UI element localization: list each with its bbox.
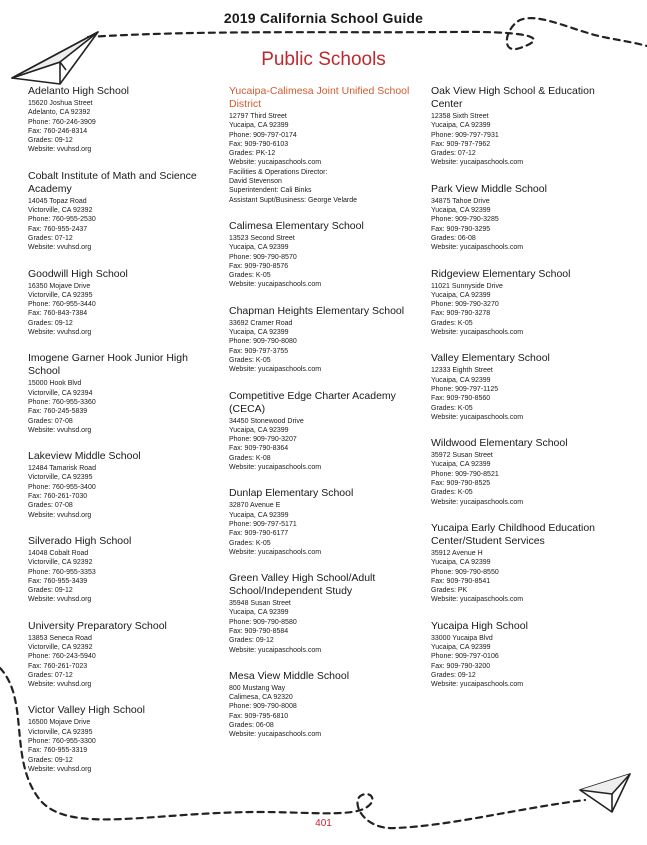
school-detail-line: Fax: 909-790-3295 — [431, 225, 491, 233]
school-entry — [431, 352, 621, 422]
school-detail-line: Grades: PK-12 — [229, 150, 276, 158]
school-detail-line: Fax: 909-790-8576 — [229, 262, 289, 270]
school-detail-line: Grades: 07-12 — [28, 234, 73, 242]
school-detail-line: Yucaipa, CA 92399 — [229, 426, 289, 434]
school-detail-line: Website: yucaipaschools.com — [229, 731, 322, 739]
school-entry — [229, 670, 414, 740]
school-detail-line: Grades: 07-08 — [28, 502, 73, 510]
school-detail-line: Grades: 06-08 — [431, 234, 476, 242]
school-detail-line: Grades: 09-12 — [28, 319, 73, 327]
school-entry — [229, 305, 414, 375]
school-detail-line: Website: yucaipaschools.com — [431, 681, 524, 689]
school-name: Imogene Garner Hook Junior High School — [28, 352, 188, 378]
school-detail-line: 12797 Third Street — [229, 113, 287, 120]
school-name: Calimesa Elementary School — [229, 219, 364, 232]
guide-title: 2019 California School Guide — [223, 10, 424, 26]
school-entry — [431, 85, 621, 168]
school-detail-line: Victorville, CA 92392 — [28, 643, 93, 651]
school-detail-line: Grades: K-05 — [229, 539, 271, 547]
school-detail-line: Fax: 909-790-8560 — [431, 395, 491, 403]
school-entry — [229, 572, 414, 655]
school-detail-line: Website: yucaipaschools.com — [431, 329, 524, 337]
school-detail-line: Phone: 909-790-8521 — [431, 470, 499, 478]
paper-plane-icon-bottom — [580, 774, 630, 812]
school-detail-line: 35912 Avenue H — [431, 549, 483, 557]
school-detail-line: Phone: 909-797-7931 — [431, 131, 499, 139]
school-detail-line: David Stevenson — [229, 178, 282, 186]
school-detail-line: Fax: 909-797-3755 — [229, 347, 289, 355]
school-detail-line: Fax: 760-955-3439 — [28, 577, 88, 585]
school-detail-line: Phone: 760-955-3300 — [28, 738, 96, 746]
school-detail-line: Phone: 909-790-8008 — [229, 703, 297, 711]
school-detail-line: Fax: 909-790-6177 — [229, 530, 289, 538]
district-name: Yucaipa-Calimesa Joint Unified School District — [229, 85, 410, 110]
school-detail-line: Fax: 760-245-5839 — [28, 408, 88, 416]
school-detail-line: 34875 Tahoe Drive — [431, 197, 490, 205]
district-entry — [229, 85, 414, 205]
school-detail-line: Phone: 909-797-1125 — [431, 385, 499, 393]
school-detail-line: Website: vvuhsd.org — [28, 765, 92, 773]
school-detail-line: Victorville, CA 92392 — [28, 207, 93, 215]
school-detail-line: Victorville, CA 92392 — [28, 559, 93, 567]
school-detail-line: Website: vvuhsd.org — [28, 146, 92, 154]
school-detail-line: Victorville, CA 92394 — [28, 389, 93, 397]
school-name: Lakeview Middle School — [28, 450, 141, 463]
school-detail-line: Fax: 760-955-3319 — [28, 747, 88, 755]
school-detail-line: Grades: 09-12 — [28, 137, 73, 145]
school-detail-line: Fax: 760-843-7384 — [28, 310, 88, 318]
school-name: Competitive Edge Charter Academy (CECA) — [229, 389, 396, 415]
school-detail-line: 15620 Joshua Street — [28, 100, 93, 107]
school-detail-line: Phone: 760-955-3400 — [28, 483, 96, 491]
school-entry — [28, 352, 213, 435]
school-entry — [28, 85, 213, 155]
school-detail-line: Fax: 909-790-6103 — [229, 140, 289, 148]
school-entry — [431, 522, 621, 605]
school-detail-line: Website: yucaipaschools.com — [229, 646, 322, 654]
school-detail-line: Website: yucaipaschools.com — [229, 366, 322, 374]
school-name: Dunlap Elementary School — [229, 487, 354, 500]
school-name: Victor Valley High School — [28, 704, 145, 717]
school-detail-line: Adelanto, CA 92392 — [28, 109, 91, 117]
school-entry — [229, 487, 414, 557]
school-detail-line: Phone: 760-955-3360 — [28, 398, 96, 406]
school-entry — [28, 535, 213, 605]
school-entry — [28, 268, 213, 338]
school-detail-line: Fax: 760-246-8314 — [28, 127, 88, 135]
school-detail-line: 35972 Susan Street — [431, 452, 493, 460]
school-detail-line: Fax: 760-955-2437 — [28, 225, 88, 233]
school-detail-line: Yucaipa, CA 92399 — [229, 122, 289, 130]
school-name: Mesa View Middle School — [229, 669, 350, 682]
school-detail-line: Calimesa, CA 92320 — [229, 694, 293, 702]
school-detail-line: Victorville, CA 92395 — [28, 728, 93, 736]
school-detail-line: Grades: K-05 — [431, 404, 473, 412]
school-column-3 — [431, 85, 621, 704]
school-detail-line: Fax: 909-790-8364 — [229, 445, 289, 453]
school-name: Oak View High School & Education Center — [431, 85, 595, 110]
school-entry — [431, 268, 621, 338]
school-detail-line: Phone: 909-797-0106 — [431, 653, 499, 661]
school-detail-line: Website: vvuhsd.org — [28, 244, 92, 252]
school-detail-line: Phone: 909-790-8580 — [229, 618, 297, 626]
school-detail-line: Yucaipa, CA 92399 — [431, 376, 491, 384]
school-detail-line: Website: vvuhsd.org — [28, 511, 92, 519]
school-detail-line: Phone: 909-790-8080 — [229, 338, 297, 346]
school-detail-line: Grades: PK — [431, 587, 468, 595]
school-name: Chapman Heights Elementary School — [229, 304, 405, 317]
school-detail-line: Website: yucaipaschools.com — [229, 159, 322, 167]
school-detail-line: 12484 Tamarisk Road — [28, 465, 96, 473]
school-detail-line: Grades: 09-12 — [431, 671, 476, 679]
school-detail-line: Yucaipa, CA 92399 — [431, 122, 491, 130]
school-detail-line: 16500 Mojave Drive — [28, 719, 91, 727]
school-detail-line: Fax: 909-795-6810 — [229, 712, 289, 720]
school-detail-line: Facilities & Operations Director: — [229, 168, 328, 176]
school-detail-line: Fax: 909-790-3278 — [431, 310, 491, 318]
school-detail-line: 12333 Eighth Street — [431, 367, 493, 375]
school-detail-line: Phone: 909-790-3285 — [431, 216, 499, 224]
school-entry — [431, 620, 621, 690]
school-detail-line: Superintendent: Cali Binks — [229, 187, 312, 195]
school-detail-line: Website: vvuhsd.org — [28, 681, 92, 689]
school-detail-line: Grades: 06-08 — [229, 722, 274, 730]
school-detail-line: Grades: 07-12 — [431, 150, 476, 158]
school-detail-line: Phone: 909-790-3207 — [229, 436, 297, 444]
school-name: Ridgeview Elementary School — [431, 267, 571, 280]
school-detail-line: Fax: 909-790-8584 — [229, 627, 289, 635]
school-detail-line: Fax: 760-261-7023 — [28, 662, 88, 670]
school-detail-line: Phone: 909-797-5171 — [229, 520, 297, 528]
school-detail-line: Fax: 909-790-3200 — [431, 662, 491, 670]
school-detail-line: 34450 Stonewood Drive — [229, 417, 304, 425]
school-entry — [431, 437, 621, 507]
school-detail-line: 35948 Susan Street — [229, 600, 291, 608]
school-detail-line: Grades: 09-12 — [229, 637, 274, 645]
school-detail-line: Yucaipa, CA 92399 — [431, 643, 491, 651]
school-name: Adelanto High School — [28, 85, 129, 97]
school-detail-line: Yucaipa, CA 92399 — [229, 609, 289, 617]
school-detail-line: Grades: 07-08 — [28, 417, 73, 425]
school-detail-line: Yucaipa, CA 92399 — [431, 207, 491, 215]
school-detail-line: Yucaipa, CA 92399 — [229, 511, 289, 519]
school-name: Goodwill High School — [28, 267, 128, 280]
school-detail-line: Phone: 909-797-0174 — [229, 131, 297, 139]
school-detail-line: Phone: 760-955-2530 — [28, 216, 96, 224]
school-name: Yucaipa Early Childhood Education Center/Student Services — [431, 521, 596, 547]
school-detail-line: Phone: 909-790-8550 — [431, 568, 499, 576]
school-detail-line: 12358 Sixth Street — [431, 113, 489, 120]
school-detail-line: Phone: 760-243-5940 — [28, 653, 96, 661]
school-detail-line: Grades: 09-12 — [28, 587, 73, 595]
school-detail-line: Victorville, CA 92395 — [28, 474, 93, 482]
school-detail-line: 16350 Mojave Drive — [28, 282, 91, 290]
school-detail-line: 33692 Cramer Road — [229, 319, 293, 327]
school-detail-line: Website: yucaipaschools.com — [229, 281, 322, 289]
school-entry — [28, 620, 213, 690]
school-entry — [229, 390, 414, 473]
school-detail-line: Phone: 760-955-3440 — [28, 301, 96, 309]
school-detail-line: 15000 Hook Blvd — [28, 380, 82, 388]
school-detail-line: 800 Mustang Way — [229, 684, 286, 692]
school-detail-line: Grades: K-05 — [229, 272, 271, 280]
school-detail-line: 11021 Sunnyside Drive — [431, 282, 503, 290]
school-detail-line: Victorville, CA 92395 — [28, 291, 93, 299]
school-detail-line: Phone: 760-955-3353 — [28, 568, 96, 576]
school-detail-line: Yucaipa, CA 92399 — [431, 461, 491, 469]
school-name: Park View Middle School — [431, 182, 547, 195]
page-number: 401 — [315, 818, 332, 829]
school-detail-line: 14048 Cobalt Road — [28, 549, 89, 557]
school-detail-line: Website: yucaipaschools.com — [229, 548, 322, 556]
school-entry — [28, 450, 213, 520]
school-detail-line: 33000 Yucaipa Blvd — [431, 634, 493, 642]
school-detail-line: Website: yucaipaschools.com — [229, 464, 322, 472]
school-detail-line: 13523 Second Street — [229, 234, 295, 242]
school-detail-line: Yucaipa, CA 92399 — [431, 559, 491, 567]
school-detail-line: Grades: 09-12 — [28, 756, 73, 764]
school-detail-line: 14045 Topaz Road — [28, 197, 87, 205]
school-column-2 — [229, 85, 414, 755]
school-detail-line: Grades: K-05 — [431, 319, 473, 327]
school-detail-line: Yucaipa, CA 92399 — [229, 329, 289, 337]
school-detail-line: Fax: 760-261-7030 — [28, 493, 88, 501]
school-detail-line: Website: yucaipaschools.com — [431, 498, 524, 506]
school-detail-line: Phone: 909-790-3270 — [431, 301, 499, 309]
school-name: Yucaipa High School — [431, 619, 528, 632]
school-name: University Preparatory School — [28, 619, 167, 632]
school-detail-line: Phone: 909-790-8570 — [229, 253, 297, 261]
school-detail-line: Yucaipa, CA 92399 — [229, 244, 289, 252]
school-entry — [229, 220, 414, 290]
school-detail-line: Phone: 760-246-3909 — [28, 118, 96, 126]
school-detail-line: Grades: K-08 — [229, 454, 271, 462]
school-detail-line: Website: yucaipaschools.com — [431, 413, 524, 421]
school-name: Green Valley High School/Adult School/Independent Study — [229, 572, 376, 598]
school-detail-line: 13853 Seneca Road — [28, 634, 92, 642]
school-detail-line: Assistant Supt/Business: George Velarde — [229, 196, 358, 204]
school-name: Valley Elementary School — [431, 352, 550, 365]
school-detail-line: Grades: K-05 — [229, 356, 271, 364]
school-entry — [28, 170, 213, 253]
school-detail-line: Grades: 07-12 — [28, 671, 73, 679]
school-detail-line: Fax: 909-790-8525 — [431, 480, 491, 488]
school-detail-line: Yucaipa, CA 92399 — [431, 291, 491, 299]
school-detail-line: Grades: K-05 — [431, 489, 473, 497]
school-name: Silverado High School — [28, 534, 132, 547]
section-title: Public Schools — [261, 49, 386, 70]
school-detail-line: Website: vvuhsd.org — [28, 329, 92, 337]
school-column-1 — [28, 85, 213, 789]
school-detail-line: Website: vvuhsd.org — [28, 426, 92, 434]
school-name: Wildwood Elementary School — [431, 437, 568, 450]
school-detail-line: 32870 Avenue E — [229, 502, 281, 510]
school-detail-line: Website: vvuhsd.org — [28, 596, 92, 604]
school-detail-line: Fax: 909-790-8541 — [431, 577, 491, 585]
school-detail-line: Website: yucaipaschools.com — [431, 159, 524, 167]
school-entry — [431, 183, 621, 253]
school-detail-line: Website: yucaipaschools.com — [431, 244, 524, 252]
school-detail-line: Website: yucaipaschools.com — [431, 596, 524, 604]
school-entry — [28, 704, 213, 774]
school-detail-line: Fax: 909-797-7962 — [431, 140, 491, 148]
school-name: Cobalt Institute of Math and Science Academy — [28, 169, 197, 195]
